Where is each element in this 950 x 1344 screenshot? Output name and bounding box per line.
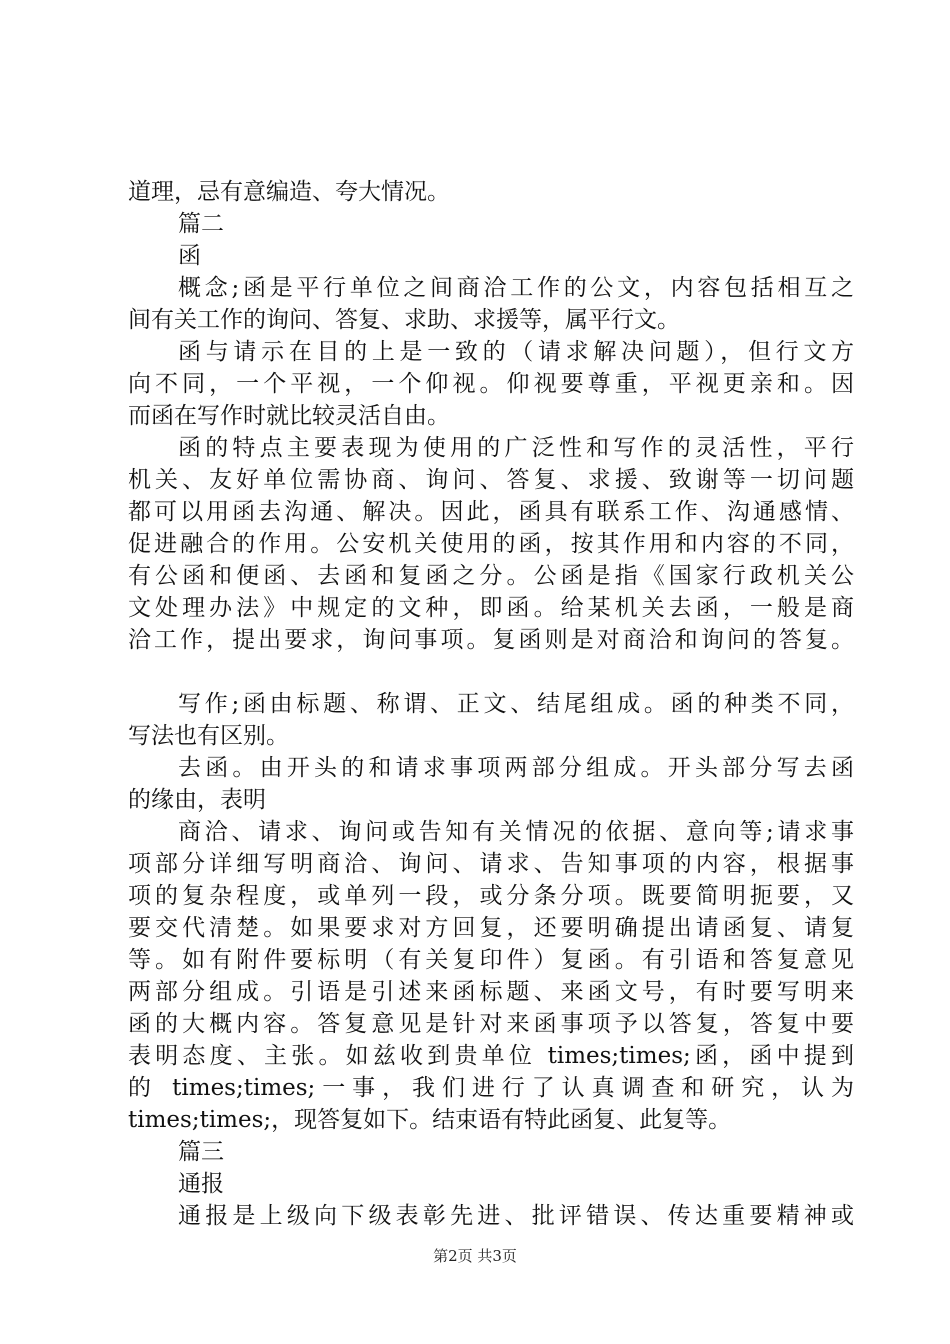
text-line: 写法也有区别。 [128, 723, 289, 749]
document-body [128, 176, 854, 1232]
text-line: 函的特点主要表现为使用的广泛性和写作的灵活性，平行 [178, 435, 854, 461]
text-line: 间有关工作的询问、答复、求助、求援等，属平行文。 [128, 307, 680, 333]
text-line: 的 times;times;一事，我们进行了认真调查和研究，认为 [128, 1075, 854, 1101]
text-line: 通报 [178, 1171, 224, 1197]
text-line: 要交代清楚。如果要求对方回复，还要明确提出请函复、请复 [128, 915, 854, 941]
text-line: 都可以用函去沟通、解决。因此，函具有联系工作、沟通感情、 [128, 499, 854, 525]
blank-line [128, 656, 854, 688]
text-line: 写作;函由标题、称谓、正文、结尾组成。函的种类不同， [178, 691, 854, 717]
text-line: 有公函和便函、去函和复函之分。公函是指《国家行政机关公 [128, 563, 854, 589]
text-line: 的缘由，表明 [128, 787, 266, 813]
text-line: 项部分详细写明商洽、询问、请求、告知事项的内容，根据事 [128, 851, 854, 877]
text-line: 文处理办法》中规定的文种，即函。给某机关去函，一般是商 [128, 595, 854, 621]
page-footer: 第2页 共3页 [433, 1247, 517, 1265]
text-line: 道理，忌有意编造、夸大情况。 [128, 179, 450, 205]
text-line: 概念;函是平行单位之间商洽工作的公文，内容包括相互之 [178, 275, 854, 301]
text-line: 而函在写作时就比较灵活自由。 [128, 403, 450, 429]
text-line: 两部分组成。引语是引述来函标题、来函文号，有时要写明来 [128, 979, 854, 1005]
text-line: 商洽、请求、询问或告知有关情况的依据、意向等;请求事 [178, 819, 854, 845]
text-line: 通报是上级向下级表彰先进、批评错误、传达重要精神或 [178, 1203, 854, 1229]
text-line: 函 [178, 243, 201, 269]
text-line: 向不同，一个平视，一个仰视。仰视要尊重，平视更亲和。因 [128, 371, 854, 397]
text-line: 函与请示在目的上是一致的（请求解决问题），但行文方 [178, 339, 854, 365]
text-line: 机关、友好单位需协商、询问、答复、求援、致谢等一切问题 [128, 467, 854, 493]
text-line: 去函。由开头的和请求事项两部分组成。开头部分写去函 [178, 755, 854, 781]
text-line: 函的大概内容。答复意见是针对来函事项予以答复，答复中要 [128, 1011, 854, 1037]
text-line: times;times;，现答复如下。结束语有特此函复、此复等。 [128, 1107, 732, 1133]
text-line: 等。如有附件要标明（有关复印件）复函。有引语和答复意见 [128, 947, 854, 973]
text-line: 表明态度、主张。如兹收到贵单位 times;times;函，函中提到 [128, 1043, 854, 1069]
text-line: 促进融合的作用。公安机关使用的函，按其作用和内容的不同， [128, 531, 854, 557]
text-line: 篇二 [178, 211, 224, 237]
text-line: 洽工作，提出要求，询问事项。复函则是对商洽和询问的答复。 [128, 627, 854, 653]
text-line: 篇三 [178, 1139, 224, 1165]
text-line: 项的复杂程度，或单列一段，或分条分项。既要简明扼要，又 [128, 883, 854, 909]
